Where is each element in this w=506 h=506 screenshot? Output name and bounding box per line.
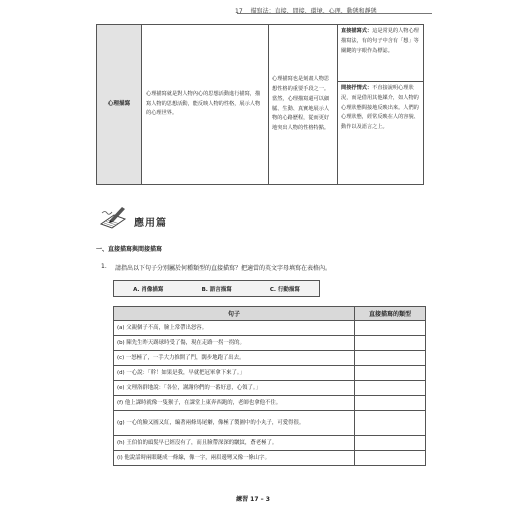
sentence-cell: (g) 一心的臉又圓又紅，編著兩條馬尾辮，像極了製圖中的小丸子，可愛得很。 — [114, 411, 355, 436]
subtype-indirect — [338, 82, 423, 135]
section-heading: 一、直接描寫與間接描寫 — [96, 246, 163, 253]
sentence-cell: (b) 陳先生昨天踢球時受了傷，現在走路一拐一拐的。 — [114, 336, 355, 351]
answer-cell[interactable] — [355, 451, 426, 466]
answer-cell[interactable] — [355, 336, 426, 351]
table-row — [114, 436, 426, 451]
table-row — [114, 321, 426, 336]
table-row — [114, 411, 426, 436]
option-a: A. 肖像描寫 — [133, 286, 164, 293]
sentence-cell: (c) 一怒極了，一手大力推開了門，闊步地跑了出去。 — [114, 351, 355, 366]
answer-cell[interactable] — [355, 381, 426, 396]
answer-cell[interactable] — [355, 366, 426, 381]
sentence-cell: (i) 他說話時兩眼瞇成一條線，像一字，兩眉邊彎又像一條山字。 — [114, 451, 355, 466]
subtype-direct — [338, 25, 423, 82]
option-b: B. 語言描寫 — [201, 286, 232, 293]
option-c: C. 行動描寫 — [269, 286, 300, 293]
definition-cell: 心理描寫就是對人物內心的思想活動進行描寫，描寫人物的思想活動，能反映人物的性格，展示人物的心理世界。 — [142, 25, 269, 185]
subtype-title: 直接描寫式： — [341, 28, 373, 34]
answer-cell[interactable] — [355, 436, 426, 451]
table-header-row — [114, 307, 426, 321]
answer-cell[interactable] — [355, 411, 426, 436]
sentence-cell: (a) 父親個子不高，臉上常帶出怒容。 — [114, 321, 355, 336]
subtype-text: 這是常見的人物心理描寫法，有的句子中含有「想」等關鍵的字眼作為標誌。 — [341, 28, 419, 54]
question-number: 1. — [101, 263, 107, 270]
table-row — [114, 396, 426, 411]
pen-and-paper-icon — [98, 204, 128, 230]
sentence-cell: (f) 他上課時就像一隻猴子，在課堂上東奔西跑的，老師也拿他不住。 — [114, 396, 355, 411]
subtype-text: 不直接說明心理狀況，而是借用其他媒介，如人物的心理狀態間接地反映出來。人們的心理狀態，經常反映在人的容貌、動作以及語言之上。 — [341, 85, 419, 131]
answer-cell[interactable] — [355, 351, 426, 366]
sentence-cell: (h) 王伯伯的頭髮早已經沒有了，而且臉帶深深的皺紋，蒼老極了。 — [114, 436, 355, 451]
table-row — [114, 451, 426, 466]
type-column-header: 直接描寫的類型 — [355, 307, 426, 321]
answer-cell[interactable] — [355, 396, 426, 411]
application-section-title: 應用篇 — [134, 218, 167, 229]
category-cell: 心理描寫 — [97, 25, 142, 185]
chapter-title: 描寫法：直接、間接、環境、心理、動態和靜態 — [250, 8, 377, 15]
subtypes-cell — [338, 25, 424, 185]
answer-options-box — [113, 280, 320, 297]
sentence-column-header: 句子 — [114, 307, 355, 321]
table-row — [114, 381, 426, 396]
page-footer: 練習 17 – 3 — [236, 496, 270, 503]
answer-cell[interactable] — [355, 321, 426, 336]
table-row — [114, 351, 426, 366]
page-number: 17 — [235, 8, 243, 15]
header-rule — [237, 13, 432, 14]
question-text: 請指出以下句子分別屬於何種類型的直接描寫？把適當的英文字母填寫在表格內。 — [115, 265, 332, 272]
sentence-cell: (e) 文理洛群地說：「各位，謝謝你們的一番好意，心領了。」 — [114, 381, 355, 396]
psychological-description-table — [96, 24, 424, 185]
table-row — [114, 366, 426, 381]
sentence-cell: (d) 一心說：「幹！如果是我，早就把冠軍拿下來了。」 — [114, 366, 355, 381]
table-row — [114, 336, 426, 351]
sentence-table — [113, 306, 426, 466]
subtype-title: 間接抒情式： — [341, 85, 373, 91]
role-cell: 心理描寫也是刻畫人物思想性格的重要手段之一。當然，心理描寫還可以細膩、生動、真實地展示人物的心路歷程，從而更好地突出人物的性格特點。 — [269, 25, 338, 185]
